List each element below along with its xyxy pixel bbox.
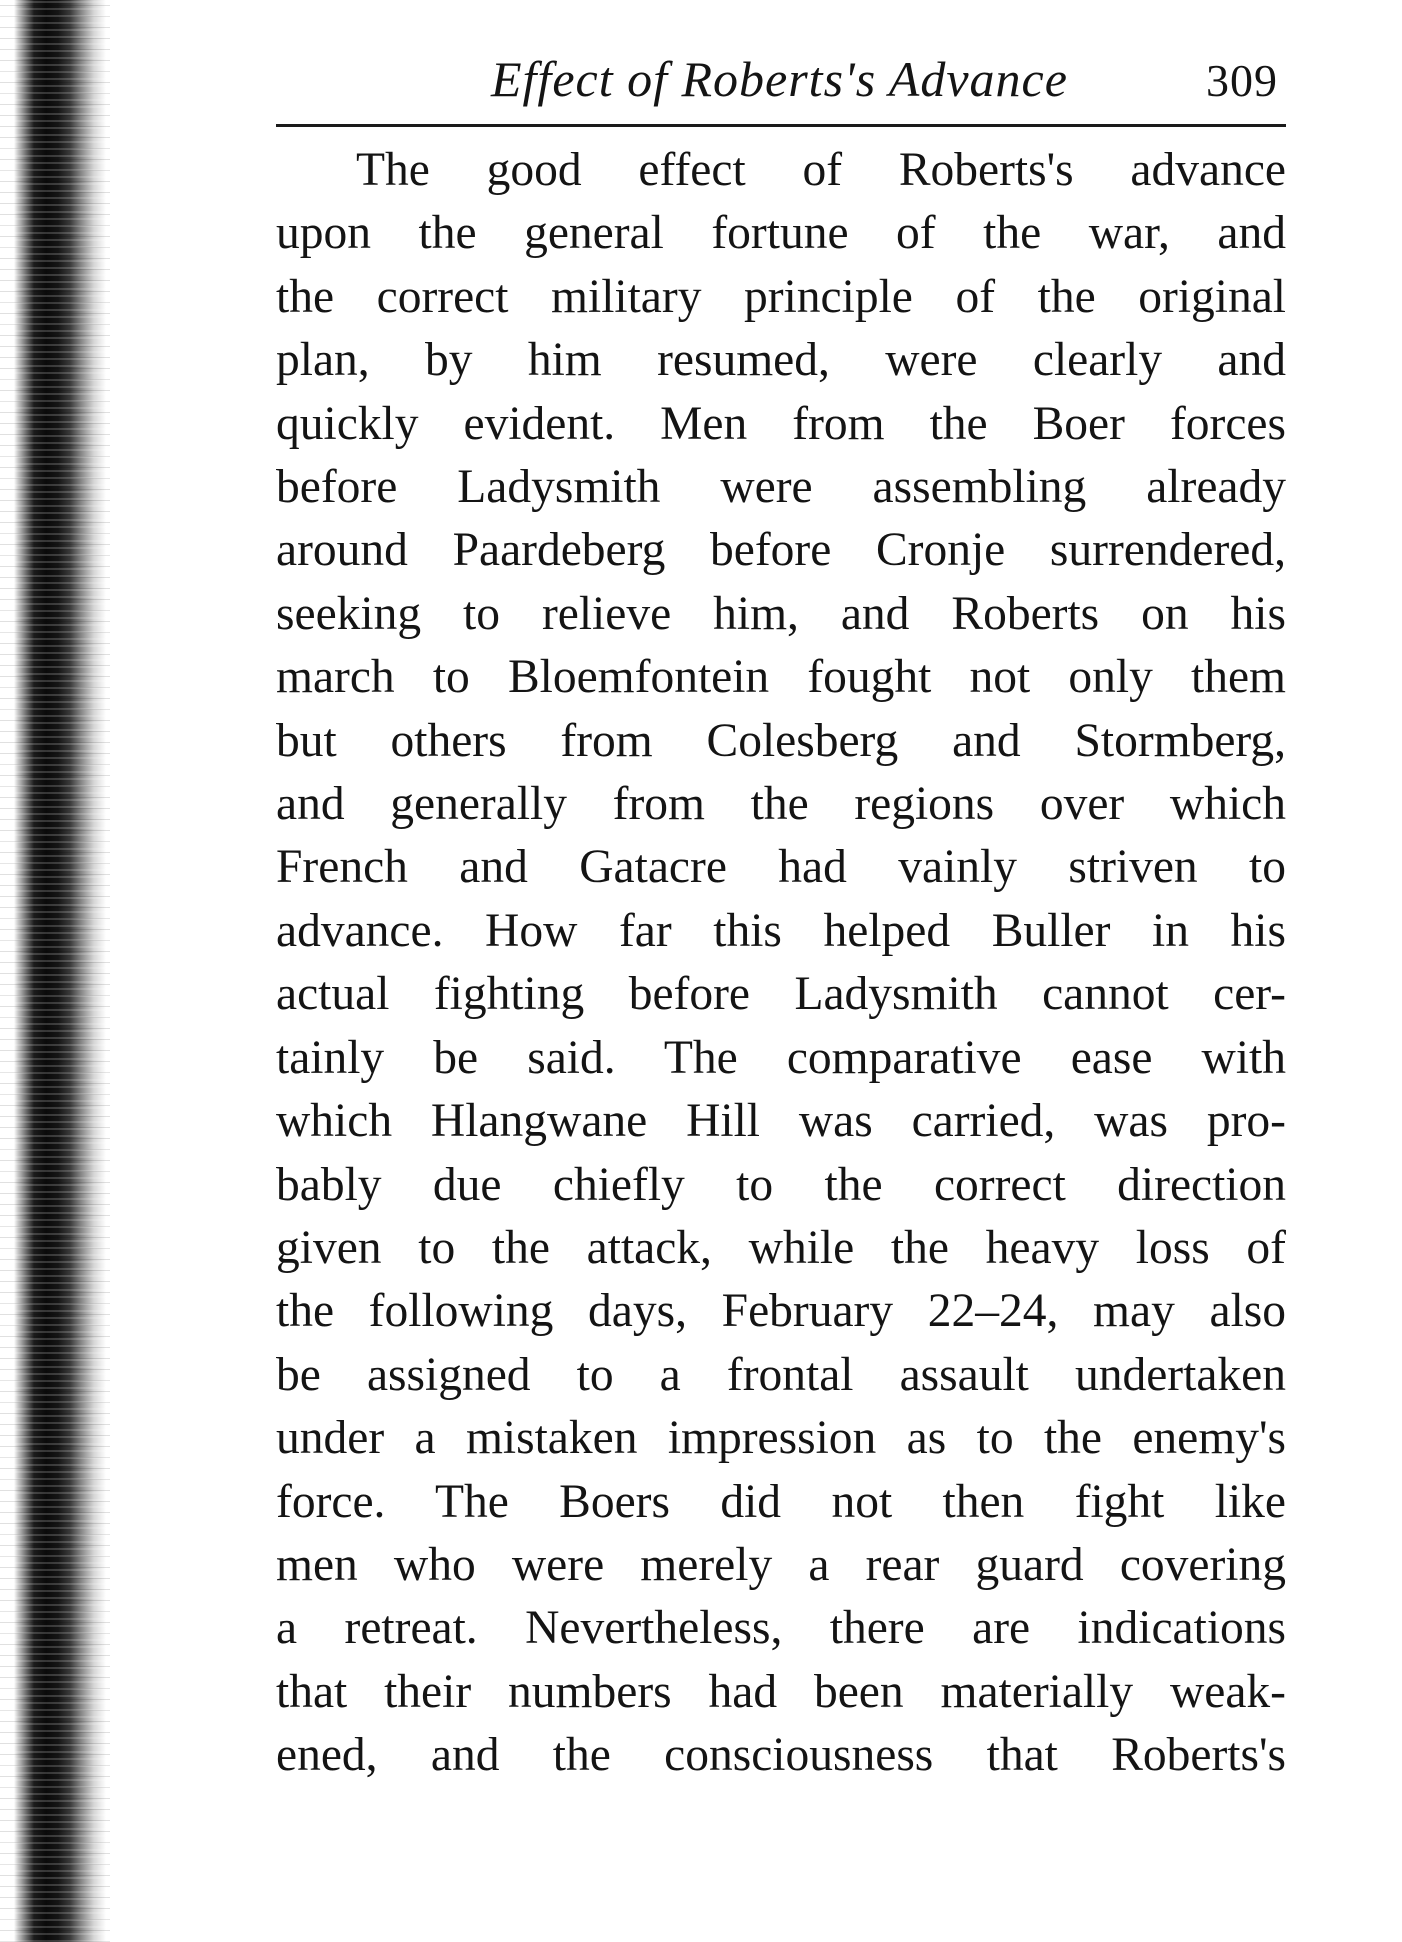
text-line: and generally from the regions over which (276, 778, 1286, 831)
running-head (276, 44, 1286, 127)
text-line: quickly evident. Men from the Boer forces (276, 397, 1286, 450)
text-line: march to Bloemfontein fought not only them (276, 651, 1286, 704)
text-line: ened, and the consciousness that Roberts's (276, 1729, 1286, 1782)
text-line: which Hlangwane Hill was carried, was pro- (276, 1095, 1286, 1148)
text-line: tainly be said. The comparative ease with (276, 1031, 1286, 1084)
text-line: under a mistaken impression as to the enemy's (276, 1412, 1286, 1465)
gutter-scan-texture (0, 0, 110, 1942)
text-line: actual fighting before Ladysmith cannot cer- (276, 968, 1286, 1021)
text-line: bably due chiefly to the correct direction (276, 1158, 1286, 1211)
text-line: French and Gatacre had vainly striven to (276, 841, 1286, 894)
text-line: the following days, February 22–24, may also (276, 1285, 1286, 1338)
text-line: that their numbers had been materially weak- (276, 1665, 1286, 1718)
text-line: advance. How far this helped Buller in his (276, 904, 1286, 957)
text-line: seeking to relieve him, and Roberts on his (276, 587, 1286, 640)
text-line: the correct military principle of the original (276, 270, 1286, 323)
page-number: 309 (1206, 55, 1278, 106)
text-line: given to the attack, while the heavy loss of (276, 1221, 1286, 1274)
text-line: The good effect of Roberts's advance (356, 144, 1286, 196)
running-head-title: Effect of Roberts's Advance (491, 51, 1068, 107)
text-line: upon the general fortune of the war, and (276, 207, 1286, 260)
book-page (276, 44, 1286, 1788)
text-line: be assigned to a frontal assault undertaken (276, 1348, 1286, 1401)
body-paragraph (276, 139, 1286, 1788)
text-line: but others from Colesberg and Stormberg, (276, 714, 1286, 767)
text-line: plan, by him resumed, were clearly and (276, 334, 1286, 387)
text-line: men who were merely a rear guard covering (276, 1538, 1286, 1591)
text-line: before Ladysmith were assembling already (276, 461, 1286, 514)
text-line: a retreat. Nevertheless, there are indications (276, 1602, 1286, 1655)
text-line: around Paardeberg before Cronje surrendered, (276, 524, 1286, 577)
text-line: force. The Boers did not then fight like (276, 1475, 1286, 1528)
